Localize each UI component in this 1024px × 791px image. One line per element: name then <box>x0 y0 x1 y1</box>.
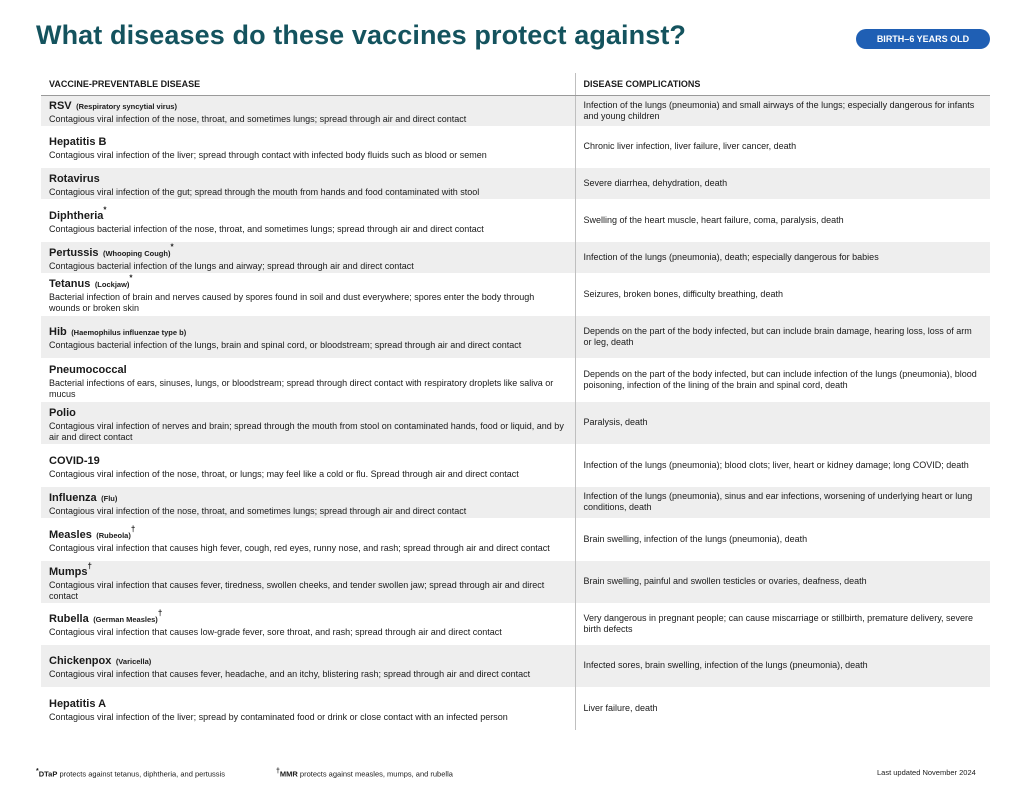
disease-description: Contagious viral infection of the nose, throat, and sometimes lungs; spread through air and direct contact <box>49 505 467 516</box>
disease-description: Contagious bacterial infection of the lungs, brain and spinal cord, or bloodstream; spread through air and direct contact <box>49 340 522 350</box>
disease-name: Chickenpox <box>49 655 112 667</box>
disease-name: Hepatitis A <box>49 697 107 710</box>
disease-name: Mumps <box>49 565 88 578</box>
disease-cell <box>41 402 575 444</box>
disease-alt-name: (Varicella) <box>115 657 152 666</box>
disease-alt-name: (Haemophilus influenzae type b) <box>71 328 187 337</box>
disease-footnote-marker: * <box>103 205 107 215</box>
disease-alt-name: (Respiratory syncytial virus) <box>76 102 177 112</box>
disease-description: Contagious bacterial infection of the nose, throat, and sometimes lungs; spread through air and direct contact <box>49 223 484 234</box>
footnote-symbol: * <box>36 768 39 775</box>
disease-cell <box>41 561 575 603</box>
table-row <box>41 561 990 603</box>
disease-alt-name: (Whooping Cough) <box>102 248 171 258</box>
disease-cell <box>41 273 575 316</box>
column-header-complications: DISEASE COMPLICATIONS <box>575 73 990 96</box>
footnote-vaccine-name: DTaP <box>38 769 58 779</box>
disease-description: Contagious viral infection of the nose, throat, or lungs; may feel like a cold or flu. Spread through air and direct contact <box>49 468 519 479</box>
disease-name: Tetanus <box>49 278 91 290</box>
disease-description: Contagious viral infection that causes high fever, cough, red eyes, runny nose, and rash; spread through air and direct contact <box>49 542 550 553</box>
page-title: What diseases do these vaccines protect against? <box>36 20 687 50</box>
table-row <box>41 199 990 242</box>
complications-cell: Infected sores, brain swelling, infection of the lungs (pneumonia), death <box>575 645 990 687</box>
disease-name: Hib <box>49 326 67 338</box>
table-row <box>41 273 990 316</box>
complications-cell: Infection of the lungs (pneumonia), death; especially dangerous for babies <box>575 242 990 273</box>
column-header-disease: VACCINE-PREVENTABLE DISEASE <box>41 73 575 96</box>
disease-footnote-marker: * <box>129 273 133 283</box>
table-row <box>41 242 990 273</box>
disease-table <box>41 73 990 730</box>
table-row <box>41 687 990 730</box>
table-row <box>41 168 990 199</box>
disease-alt-name: (Lockjaw) <box>94 280 130 289</box>
disease-cell <box>41 168 575 199</box>
footnote-mmr <box>276 768 453 779</box>
footnote-text: protects against tetanus, diphtheria, and pertussis <box>57 769 225 779</box>
complications-cell: Depends on the part of the body infected, but can include infection of the lungs (pneumonia), blood poisoning, infection of the lining of the brain and spinal cord, death <box>575 358 990 402</box>
last-updated: Last updated November 2024 <box>877 768 976 777</box>
table-row <box>41 444 990 487</box>
disease-cell <box>41 358 575 402</box>
disease-cell <box>41 242 575 273</box>
disease-cell <box>41 199 575 242</box>
disease-name: Hepatitis B <box>49 136 107 148</box>
disease-description: Bacterial infection of brain and nerves caused by spores found in soil and dust everywhere; spores enter the body through wounds or broken skin <box>49 292 535 313</box>
disease-cell <box>41 645 575 687</box>
complications-cell: Paralysis, death <box>575 402 990 444</box>
table-row <box>41 316 990 358</box>
disease-cell <box>41 687 575 730</box>
disease-name: Rubella <box>49 613 89 625</box>
disease-description: Contagious viral infection of the nose, throat, and sometimes lungs; spread through air and direct contact <box>49 114 467 125</box>
complications-cell: Depends on the part of the body infected, but can include brain damage, hearing loss, loss of arm or leg, death <box>575 316 990 358</box>
complications-cell: Liver failure, death <box>575 687 990 730</box>
table-row <box>41 126 990 168</box>
table-row <box>41 518 990 561</box>
table-header-row <box>41 73 990 96</box>
complications-cell: Brain swelling, painful and swollen testicles or ovaries, deafness, death <box>575 561 990 603</box>
table-row <box>41 358 990 402</box>
table-row <box>41 487 990 518</box>
disease-name: Polio <box>49 406 76 419</box>
disease-cell <box>41 96 575 126</box>
complications-cell: Infection of the lungs (pneumonia), sinus and ear infections, worsening of underlying heart or lung conditions, death <box>575 487 990 518</box>
disease-description: Contagious viral infection of the gut; spread through the mouth from hands and food contaminated with stool <box>49 186 480 197</box>
disease-footnote-marker: † <box>157 608 163 618</box>
table-row <box>41 603 990 645</box>
footnote-dtap <box>36 768 225 779</box>
disease-name: Diphtheria <box>49 209 104 222</box>
disease-alt-name: (Flu) <box>101 493 118 503</box>
disease-cell <box>41 603 575 645</box>
disease-description: Contagious viral infection of nerves and brain; spread through the mouth from stool on contaminated hands, food or liquid, and by air and direct contact <box>49 420 564 442</box>
disease-cell <box>41 518 575 561</box>
disease-name: Pertussis <box>49 246 99 259</box>
disease-cell <box>41 316 575 358</box>
disease-name: RSV <box>49 100 72 113</box>
disease-name: Measles <box>49 528 92 541</box>
disease-description: Contagious viral infection of the liver; spread by contaminated food or drink or close contact with an infected person <box>49 711 508 722</box>
disease-footnote-marker: † <box>87 561 92 571</box>
disease-footnote-marker: † <box>130 524 136 534</box>
disease-cell <box>41 126 575 168</box>
complications-cell: Chronic liver infection, liver failure, liver cancer, death <box>575 126 990 168</box>
footnote-symbol: † <box>276 768 280 775</box>
disease-cell <box>41 487 575 518</box>
complications-cell: Seizures, broken bones, difficulty breathing, death <box>575 273 990 316</box>
disease-name: Rotavirus <box>49 172 100 185</box>
disease-description: Contagious viral infection that causes fever, tiredness, swollen cheeks, and tender swollen jaw; spread through air and direct contact <box>49 579 545 601</box>
table-row <box>41 402 990 444</box>
disease-name: Influenza <box>49 491 97 504</box>
disease-alt-name: (German Measles) <box>93 615 158 624</box>
complications-cell: Infection of the lungs (pneumonia) and small airways of the lungs; especially dangerous for infants and young children <box>575 96 990 126</box>
disease-description: Contagious viral infection that causes low-grade fever, sore throat, and rash; spread through air and direct contact <box>49 627 502 637</box>
disease-description: Contagious bacterial infection of the lungs and airway; spread through air and direct contact <box>49 260 414 271</box>
disease-description: Bacterial infections of ears, sinuses, lungs, or bloodstream; spread through direct contact with respiratory droplets like saliva or mucus <box>49 377 554 399</box>
age-range-badge: BIRTH–6 YEARS OLD <box>856 29 990 49</box>
complications-cell: Very dangerous in pregnant people; can cause miscarriage or stillbirth, premature delivery, severe birth defects <box>575 603 990 645</box>
table-row <box>41 96 990 126</box>
complications-cell: Infection of the lungs (pneumonia); blood clots; liver, heart or kidney damage; long COVID; death <box>575 444 990 487</box>
footnote-vaccine-name: MMR <box>279 769 298 779</box>
disease-description: Contagious viral infection that causes fever, headache, and an itchy, blistering rash; spread through air and direct contact <box>49 669 531 679</box>
disease-description: Contagious viral infection of the liver; spread through contact with infected body fluids such as blood or semen <box>49 150 487 160</box>
complications-cell: Severe diarrhea, dehydration, death <box>575 168 990 199</box>
disease-alt-name: (Rubeola) <box>96 530 131 540</box>
disease-name: COVID-19 <box>49 454 100 467</box>
disease-name: Pneumococcal <box>49 363 127 376</box>
complications-cell: Brain swelling, infection of the lungs (pneumonia), death <box>575 518 990 561</box>
disease-cell <box>41 444 575 487</box>
complications-cell: Swelling of the heart muscle, heart failure, coma, paralysis, death <box>575 199 990 242</box>
table-row <box>41 645 990 687</box>
footnote-text: protects against measles, mumps, and rubella <box>297 769 453 779</box>
disease-footnote-marker: * <box>170 242 174 252</box>
